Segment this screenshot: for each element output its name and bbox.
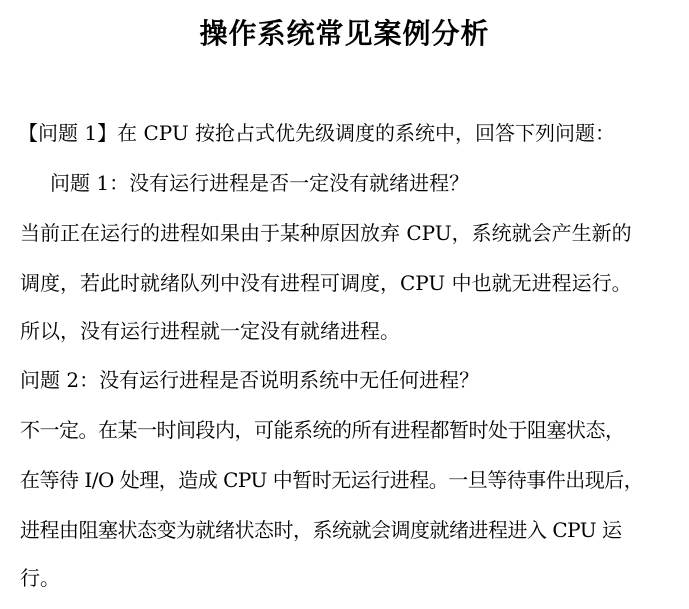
answer-1-line-1: 当前正在运行的进程如果由于某种原因放弃 CPU，系统就会产生新的: [20, 221, 632, 245]
answer-2-line-1: 不一定。在某一时间段内，可能系统的所有进程都暂时处于阻塞状态，: [20, 418, 625, 442]
question-2: 问题 2：没有运行进程是否说明系统中无任何进程？: [20, 368, 480, 392]
answer-2-line-3: 进程由阻塞状态变为就绪状态时，系统就会调度就绪进程进入 CPU 运: [20, 518, 622, 542]
answer-2-line-4: 行。: [20, 566, 60, 590]
problem-heading: 【问题 1】在 CPU 按抢占式优先级调度的系统中，回答下列问题：: [18, 121, 616, 145]
document-title: 操作系统常见案例分析: [199, 17, 490, 50]
answer-1-line-2: 调度，若此时就绪队列中没有进程可调度，CPU 中也就无进程运行。: [20, 271, 632, 295]
question-1: 问题 1：没有运行进程是否一定没有就绪进程？: [50, 171, 470, 195]
answer-1-line-3: 所以，没有运行进程就一定没有就绪进程。: [20, 319, 400, 343]
answer-2-line-2: 在等待 I/O 处理，造成 CPU 中暂时无运行进程。一旦等待事件出现后，: [20, 468, 644, 492]
